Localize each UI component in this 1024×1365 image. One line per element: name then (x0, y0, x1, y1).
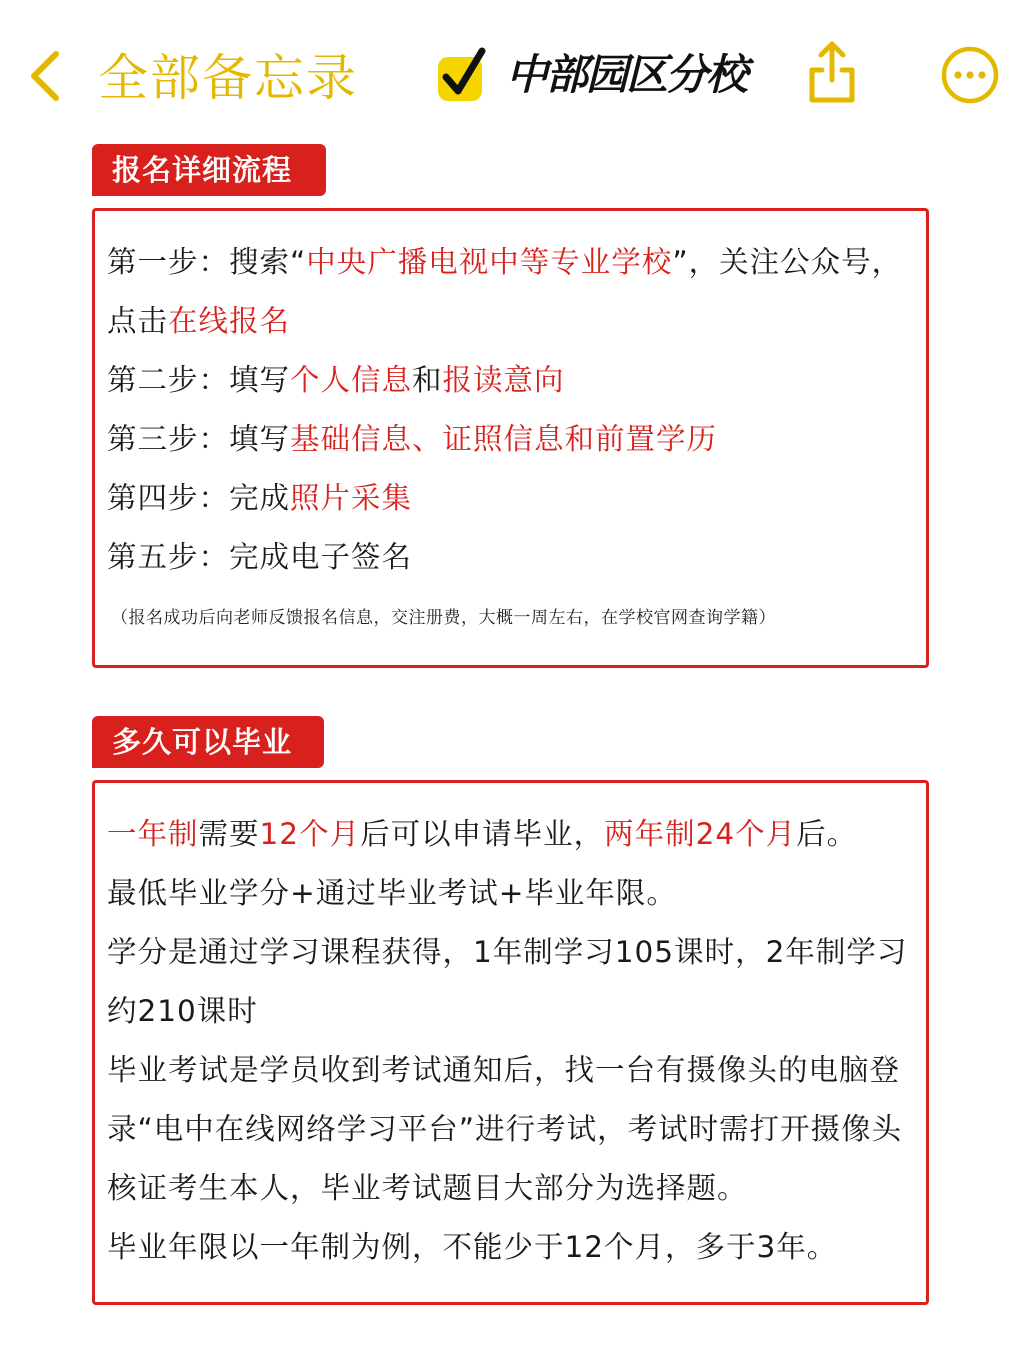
share-icon[interactable] (804, 38, 860, 106)
one-year-program: 一年制 (107, 817, 199, 851)
checkbox-check-icon (436, 45, 488, 105)
section-tag-registration: 报名详细流程 (92, 144, 326, 196)
step-2 (107, 351, 915, 410)
graduation-line-1-text-a: 需要 (198, 817, 260, 851)
step-4-photo-capture: 照片采集 (290, 481, 413, 515)
step-1-school-name: 中央广播电视中等专业学校 (306, 245, 673, 279)
step-4 (107, 469, 915, 528)
step-5 (107, 528, 915, 587)
graduation-info-box (92, 780, 929, 1305)
back-to-all-notes-link[interactable]: 全部备忘录 (98, 49, 358, 107)
chevron-left-icon[interactable] (22, 46, 66, 106)
more-options-icon[interactable] (940, 45, 1000, 105)
two-year-program: 两年制24个月 (604, 817, 797, 851)
step-3-text-a: 第三步：填写 (107, 422, 291, 456)
navigation-bar (0, 0, 1024, 150)
graduation-line-2: 最低毕业学分+通过毕业考试+毕业年限。 (107, 876, 677, 910)
graduation-line-4: 毕业考试是学员收到考试通知后，找一台有摄像头的电脑登录“电中在线网络学习平台”进行考试，考试时需打开摄像头核证考生本人，毕业考试题目大部分为选择题。 (107, 1053, 903, 1205)
step-4-text-a: 第四步：完成 (107, 481, 291, 515)
step-1-text-a: 第一步：搜索“ (107, 245, 307, 279)
step-2-text-b: 和 (412, 363, 443, 397)
step-1 (107, 233, 915, 351)
step-2-study-intent: 报读意向 (442, 363, 565, 397)
graduation-line-5: 毕业年限以一年制为例，不能少于12个月，多于3年。 (107, 1230, 838, 1264)
graduation-line-1 (107, 805, 915, 864)
step-3 (107, 410, 915, 469)
graduation-line-3: 学分是通过学习课程获得，1年制学习105课时，2年制学习约210课时 (107, 935, 908, 1028)
step-1-online-registration: 在线报名 (168, 304, 291, 338)
section-tag-graduation: 多久可以毕业 (92, 716, 324, 768)
graduation-line-1-text-c: 后。 (796, 817, 858, 851)
step-2-text-a: 第二步：填写 (107, 363, 291, 397)
step-3-basic-info: 基础信息、证照信息和前置学历 (290, 422, 718, 456)
brand-logo (436, 40, 746, 110)
step-5-text: 第五步：完成电子签名 (107, 540, 413, 574)
registration-note: （报名成功后向老师反馈报名信息，交注册费，大概一周左右，在学校官网查询学籍） (111, 608, 776, 628)
step-2-personal-info: 个人信息 (290, 363, 413, 397)
step-1-text-b: ”，关注公众号，点击 (107, 245, 903, 338)
twelve-months: 12个月 (259, 817, 361, 851)
registration-steps-box (92, 208, 929, 668)
brand-name: 中部园区分校 (506, 50, 747, 99)
graduation-line-1-text-b: 后可以申请毕业， (360, 817, 605, 851)
